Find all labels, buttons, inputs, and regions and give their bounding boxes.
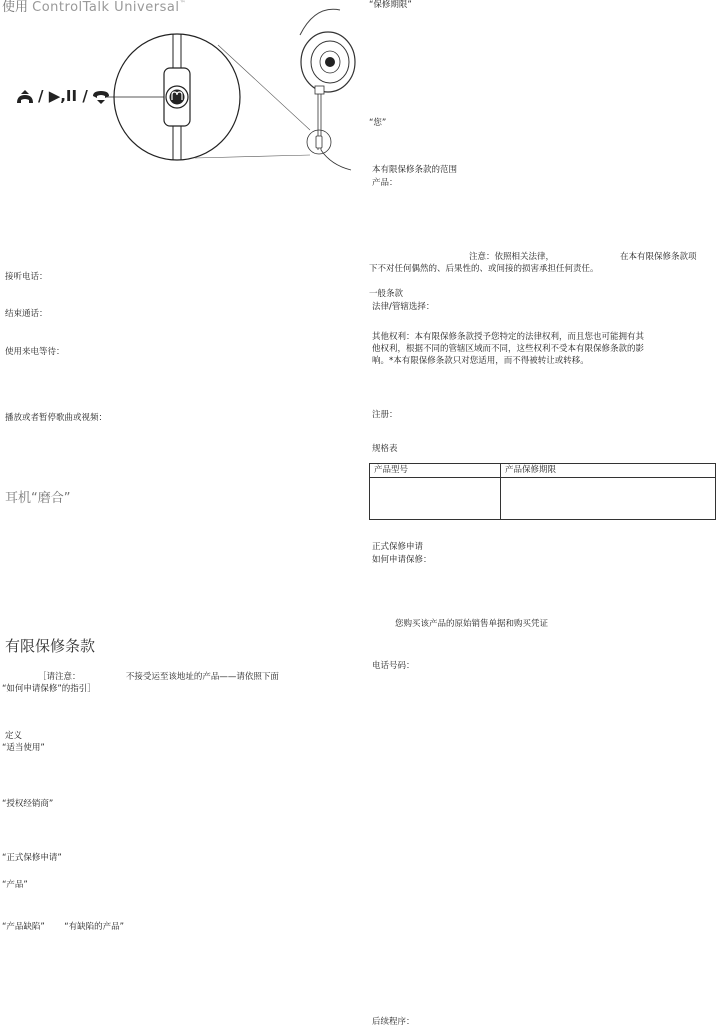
- play-pause-label: 播放或者暂停歌曲或视频：: [5, 413, 108, 423]
- you-term: “您”: [369, 118, 387, 128]
- receipt-line: 您购买该产品的原始销售单据和购买凭证: [395, 619, 549, 629]
- def-defect-a: “产品缺陷”: [2, 922, 45, 932]
- icon-separator-label: / ▶,II /: [38, 87, 88, 105]
- notice-part-a: ［请注意：: [38, 672, 81, 682]
- registration-label: 注册：: [372, 410, 398, 420]
- end-call-icon: [91, 90, 111, 104]
- definitions-label: 定义: [5, 731, 23, 741]
- scope-title: 本有限保修条款的范围: [372, 165, 458, 175]
- call-waiting-label: 使用来电等待：: [5, 347, 65, 357]
- law-note-part-b: 在本有限保修条款项: [620, 252, 697, 262]
- other-rights-line-2: 他权利，根据不同的管辖区域而不同，这些权利不受本有限保修条款的影: [372, 344, 645, 354]
- table-cell-period: [501, 478, 716, 520]
- notice-line-1: [38, 672, 279, 683]
- control-icon-row: [15, 87, 111, 107]
- notice-part-b: 不接受运至该地址的产品——请依照下面: [125, 672, 279, 682]
- def-defect-b: “有缺陷的产品”: [64, 922, 125, 932]
- table-header-period: 产品保修期限: [501, 464, 716, 478]
- law-jurisdiction-label: 法律/管辖选择：: [372, 302, 435, 312]
- brand-name: ControlTalk Universal: [32, 0, 180, 15]
- table-cell-model: [370, 478, 501, 520]
- warranty-title: 有限保修条款: [5, 637, 96, 655]
- product-label: 产品：: [372, 178, 398, 188]
- formal-claim-heading: 正式保修申请: [372, 542, 424, 552]
- spec-table-title: 规格表: [372, 444, 398, 454]
- spec-table: [369, 463, 716, 520]
- law-note-line-2: 下不对任何偶然的、后果性的、或间接的损害承担任何责任。: [369, 264, 599, 274]
- warranty-period-term: “保修期限”: [369, 0, 412, 10]
- answer-call-icon: [15, 90, 35, 104]
- how-to-claim-label: 如何申请保修：: [372, 555, 432, 565]
- followup-label: 后续程序：: [372, 1017, 415, 1027]
- table-header-model: 产品型号: [370, 464, 501, 478]
- def-formal-claim: “正式保修申请”: [2, 853, 62, 863]
- def-product-defect: [2, 922, 124, 933]
- def-product: “产品”: [2, 880, 28, 890]
- notice-line-2: “如何申请保修”的指引］: [2, 684, 96, 694]
- other-rights-line-1: 其他权利：本有限保修条款授予您特定的法律权利，而且您也可能拥有其: [372, 332, 645, 342]
- phone-label: 电话号码：: [372, 661, 415, 671]
- end-call-label: 结束通话：: [5, 309, 48, 319]
- table-header-row: [370, 464, 716, 478]
- earphone-fit-heading: 耳机“磨合”: [5, 491, 71, 506]
- spec-table-wrapper: [369, 463, 716, 520]
- answer-call-label: 接听电话：: [5, 272, 48, 282]
- law-note-part-a: 注意：依照相关法律，: [469, 252, 555, 262]
- general-terms-heading: 一般条款: [369, 289, 404, 299]
- usage-heading-prefix: 使用: [2, 0, 29, 15]
- def-authorized-dealer: “授权经销商”: [2, 799, 54, 809]
- other-rights-line-3: 响。*本有限保修条款只对您适用，而不得被转让或转移。: [372, 356, 589, 366]
- trademark-mark: ™: [179, 0, 186, 7]
- def-proper-use: “适当使用”: [2, 743, 45, 753]
- table-row: [370, 478, 716, 520]
